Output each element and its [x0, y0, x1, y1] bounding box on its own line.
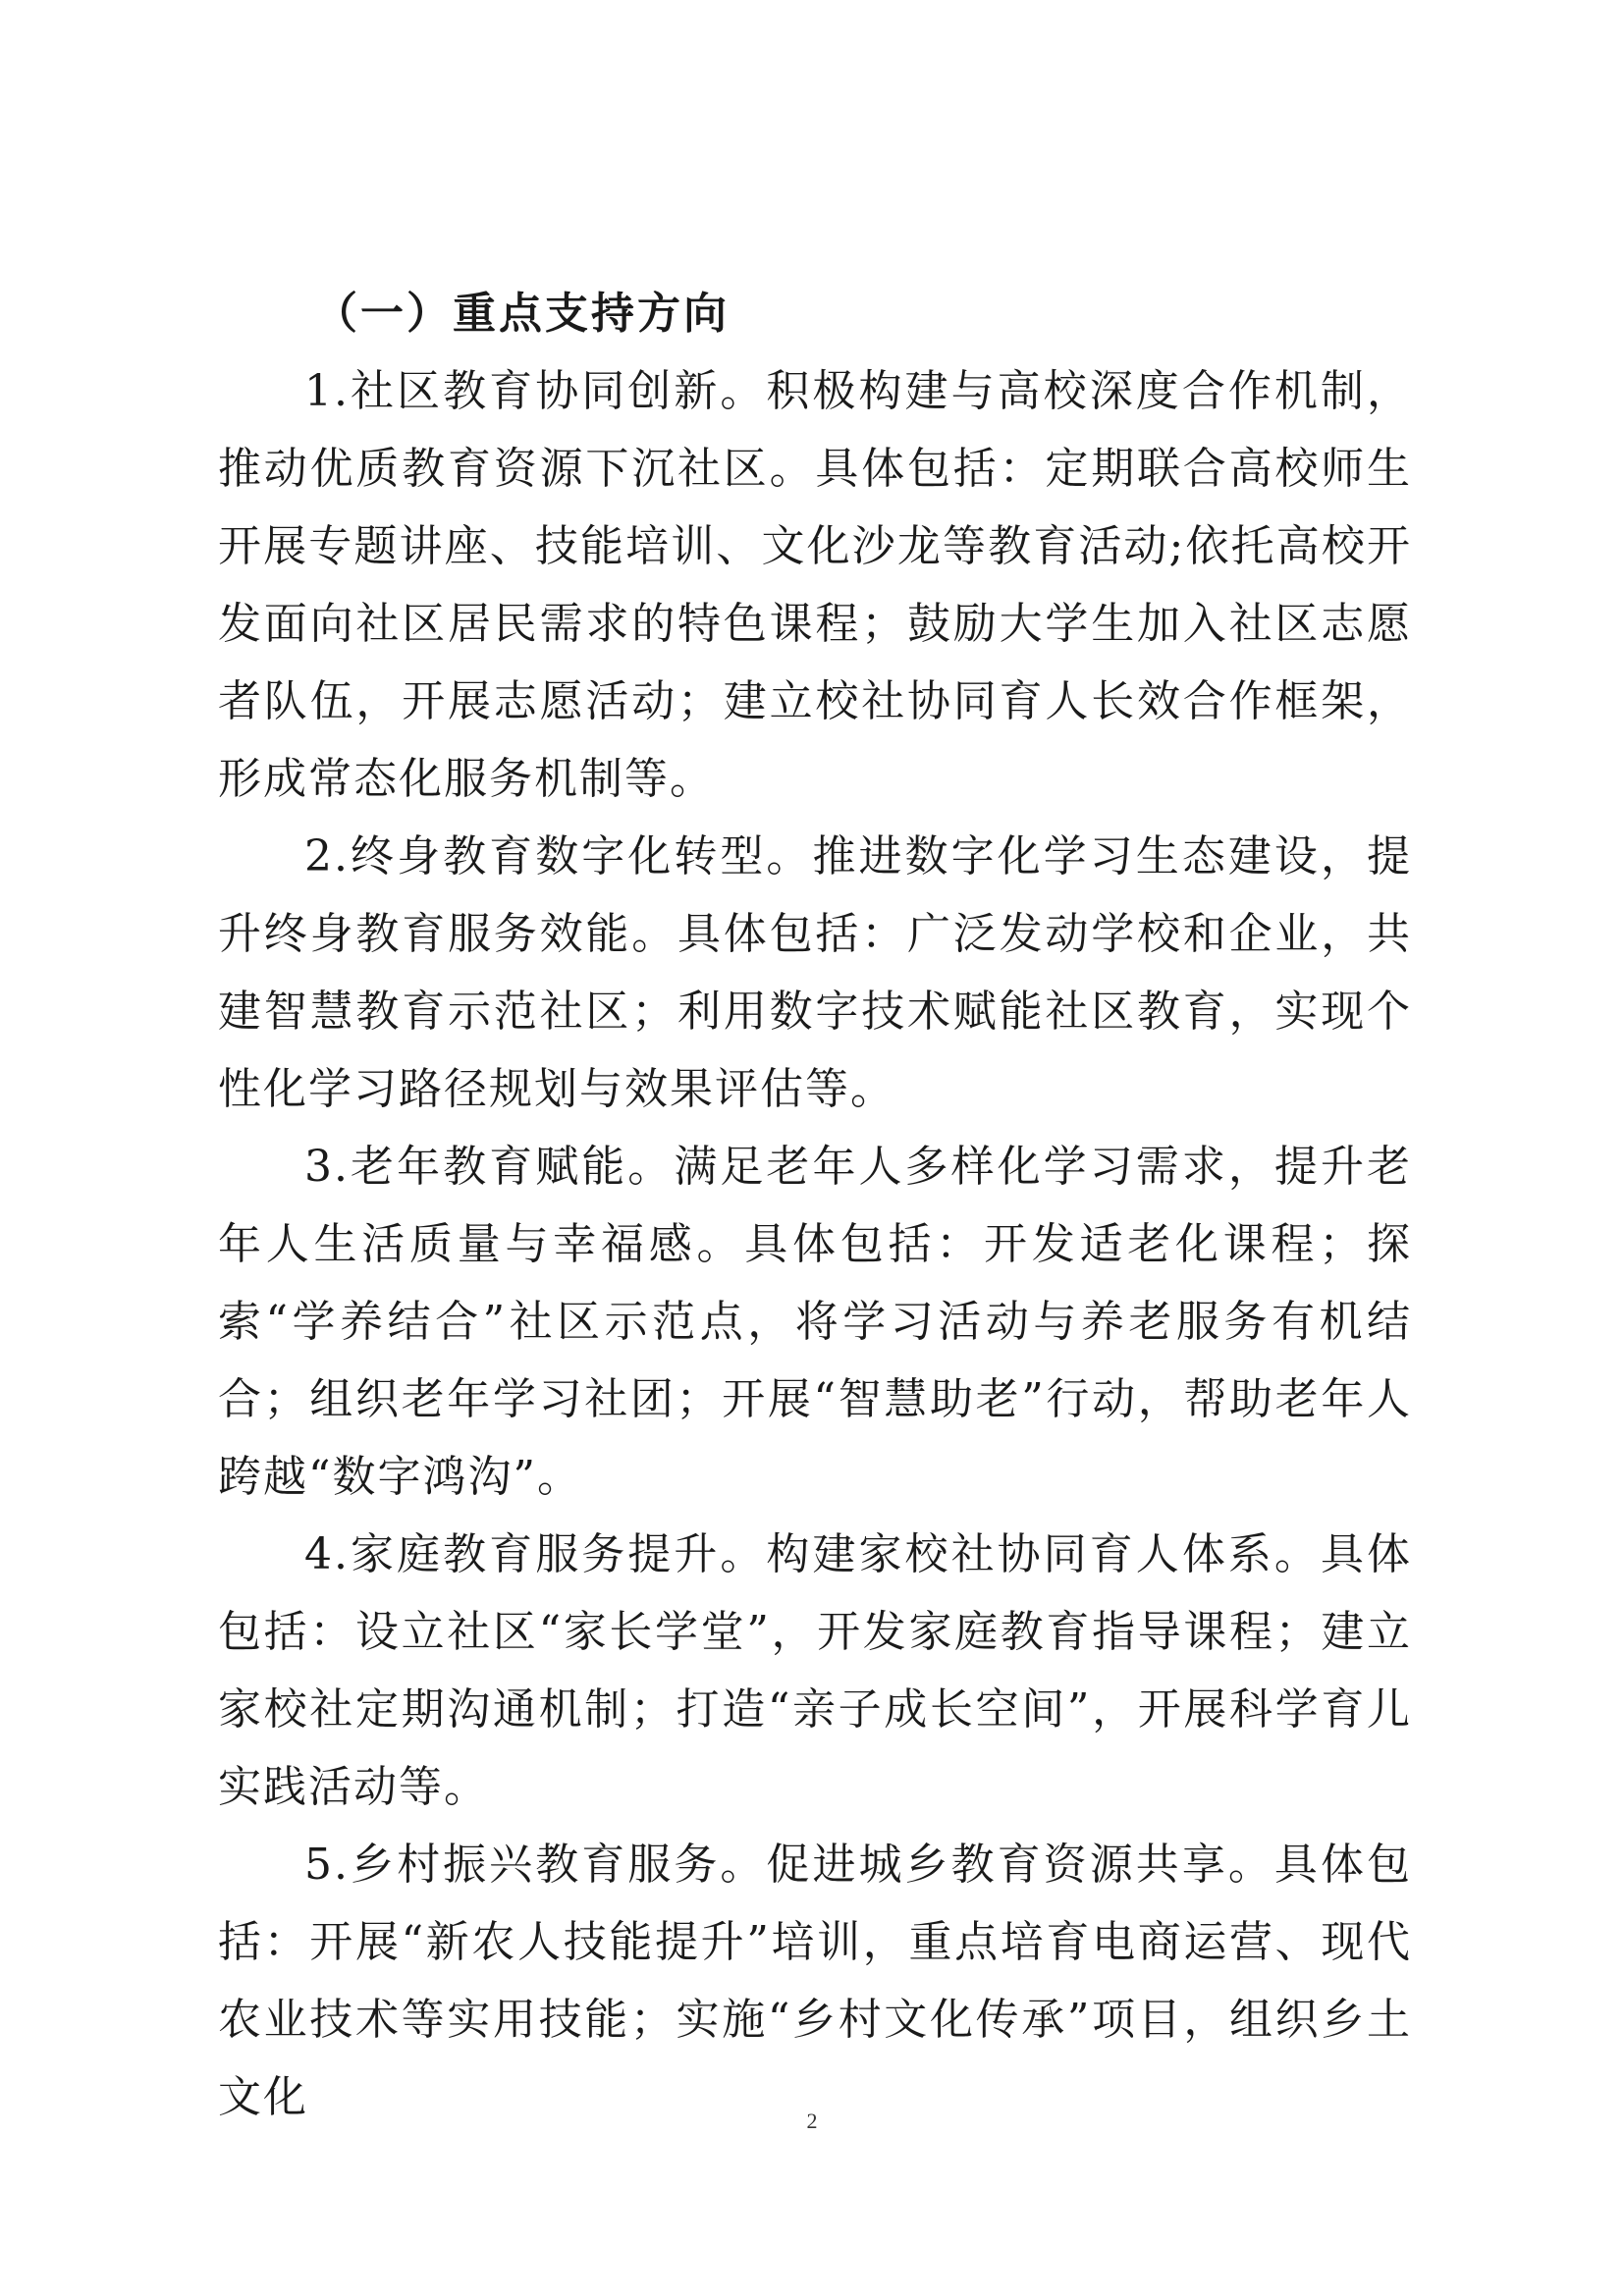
paragraph-rural-revitalization: 5.乡村振兴教育服务。促进城乡教育资源共享。具体包括：开展“新农人技能提升”培训，重点培育电商运营、现代农业技术等实用技能；实施“乡村文化传承”项目，组织乡土文化	[218, 1840, 1412, 2122]
section-heading: （一）重点支持方向	[314, 289, 730, 339]
page-content	[218, 275, 1412, 2136]
paragraph-family-education: 4.家庭教育服务提升。构建家校社协同育人体系。具体包括：设立社区“家长学堂”，开发家庭教育指导课程；建立家校社定期沟通机制；打造“亲子成长空间”，开展科学育儿实践活动等。	[218, 1529, 1412, 1812]
paragraph-community-education: 1.社区教育协同创新。积极构建与高校深度合作机制，推动优质教育资源下沉社区。具体包括：定期联合高校师生开展专题讲座、技能培训、文化沙龙等教育活动;依托高校开发面向社区居民需求的特色课程；鼓励大学生加入社区志愿者队伍，开展志愿活动；建立校社协同育人长效合作框架，形成常态化服务机制等。	[218, 366, 1412, 804]
paragraph-lifelong-digital: 2.终身教育数字化转型。推进数字化学习生态建设，提升终身教育服务效能。具体包括：广泛发动学校和企业，共建智慧教育示范社区；利用数字技术赋能社区教育，实现个性化学习路径规划与效果评估等。	[218, 831, 1412, 1114]
page-number: 2	[806, 2109, 818, 2133]
paragraph-elderly-education: 3.老年教育赋能。满足老年人多样化学习需求，提升老年人生活质量与幸福感。具体包括：开发适老化课程；探索“学养结合”社区示范点，将学习活动与养老服务有机结合；组织老年学习社团；开展“智慧助老”行动，帮助老年人跨越“数字鸿沟”。	[218, 1142, 1412, 1502]
